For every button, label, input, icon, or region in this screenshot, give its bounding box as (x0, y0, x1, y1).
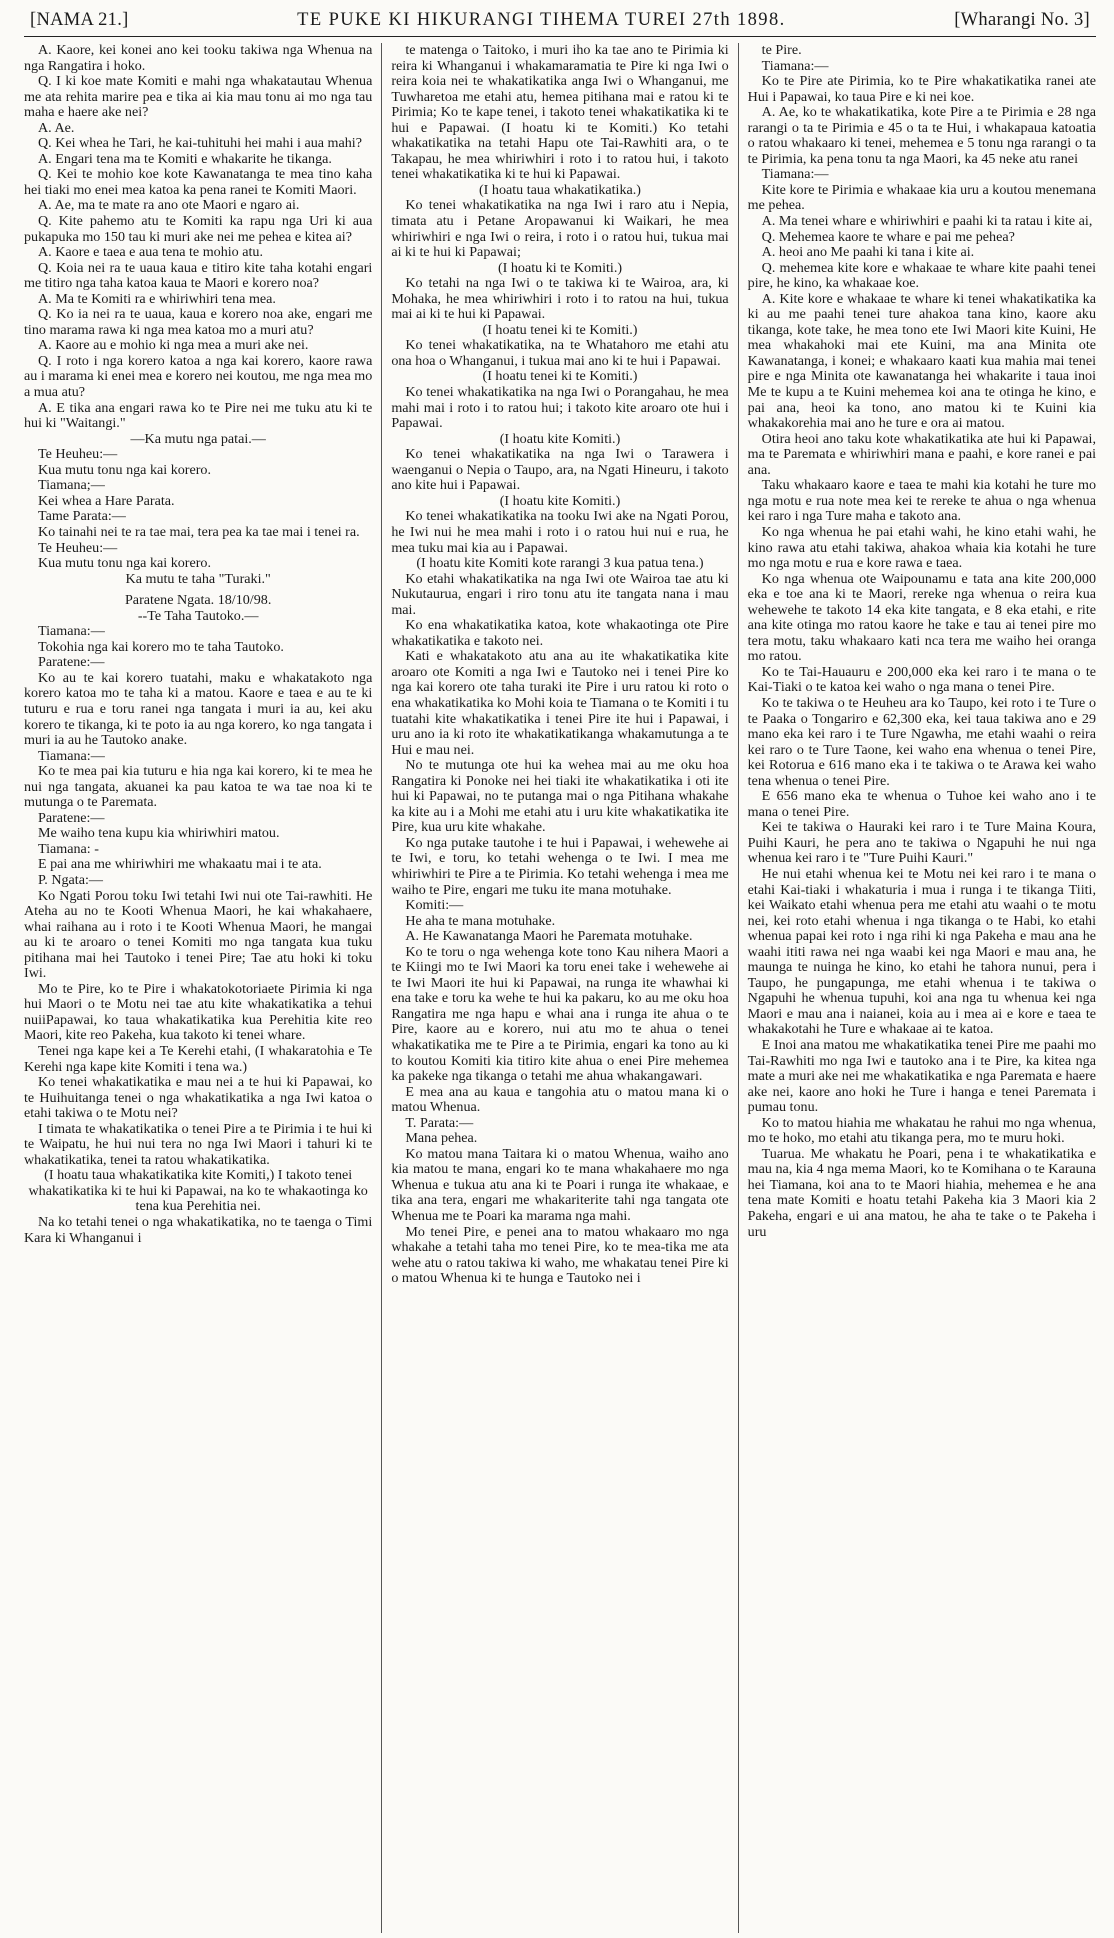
paragraph: Paratene:— (38, 654, 105, 671)
paragraph: Ko tetahi na nga Iwi o te takiwa ki te Wairoa, ara, ki Mohaka, he mea whiriwhiri i roto i to ratou na hui, tukua mai ai ki te hui ki Papawai. (391, 275, 729, 323)
paragraph: Ko matou mana Taitara ki o matou Whenua, waiho ano kia matou te mana, engari ko te mana whakahaere mo nga Whenua e tukua atu ana ki te Poari i runga ite whakaae, e tika ana tera, engari me whakariterite tahi nga tangata ote Whenua me te Poari ka marama nga mahi. (391, 1145, 729, 1225)
paragraph: Q. Kei te mohio koe kote Kawanatanga te mea tino kaha hei tiaki mo enei mea katoa ka pena ranei te Komiti Maori. (24, 166, 373, 198)
paragraph: Paratene Ngata. 18/10/98. (124, 592, 272, 609)
paragraph: Ko etahi whakatikatika na nga Iwi ote Wairoa tae atu ki Nukutaurua, engari i riro tonu atu ite tangata nana i mau mai. (391, 570, 729, 618)
paragraph: Ko tenei whakatikatika na tooku Iwi ake na Ngati Porou, he Iwi nui he mea mahi i roto i o ratou hui nui e rua, he mea tuku mai kia au i Papawai. (391, 508, 729, 556)
paragraph: Ko te mea pai kia tuturu e hia nga kai korero, ki te mea he nui nga tangata, akuanei ka pau katoa te wa tae noa ki te mutunga o te Paremata. (24, 763, 373, 811)
paragraph: te Pire. (761, 43, 802, 58)
paragraph: Ko te Pire ate Pirimia, ko te Pire whakatikatika ranei ate Hui i Papawai, ko taua Pire e ki nei koe. (747, 73, 1096, 105)
paragraph: A. Ma te Komiti ra e whiriwhiri tena mea. (38, 290, 276, 307)
paragraph: Tokohia nga kai korero mo te taha Tautoko. (38, 638, 284, 655)
paragraph: (I hoatu kite Komiti.) (499, 430, 621, 447)
paragraph: Ko tenei whakatikatika, na te Whatahoro me etahi atu ona hoa o Whanganui, i tukua mai ano ki te hui i Papawai. (391, 337, 729, 369)
paragraph: Q. Ko ia nei ra te uaua, kaua e korero noa ake, engari me tino marama rawa ki nga mea katoa mo a muri atu? (24, 306, 373, 338)
paragraph: Komiti:— (405, 897, 464, 914)
paragraph: Tiamana:— (38, 623, 105, 640)
paragraph: Ko te toru o nga wehenga kote tono Kau nihera Maori a te Kiingi mo te Iwi Maori ka toru enei take i wehewehe ai te Iwi Maori ite hui ki Papawai, na runga ite whawhai ki ena take e toru ka wehe te hui ka pakaru, ko au me oku hoa Rangatira me nga hapu e whai ana i runga ite ahua o te Pire, kaore au e korero, nui atu mo te ahua o tenei whakatikatika me te Pire a te Pirimia, engari ka tono au ki to koutou Komiti kia titiro kite ahua o enei Pire mehemea ka pakeke nga tikanga o tetahi me ahua whakangawari. (391, 943, 729, 1085)
paragraph: Kua mutu tonu nga kai korero. (38, 461, 211, 478)
paragraph: Te Heuheu:— (38, 539, 118, 556)
paragraph: Ko to matou hiahia me whakatau he rahui mo nga whenua, mo te hoko, mo etahi atu tikanga pera, mo te muru hoki. (747, 1114, 1096, 1147)
paragraph: --Te Taha Tautoko.— (137, 607, 259, 624)
paragraph: (I hoatu tenei ki te Komiti.) (482, 368, 638, 385)
paragraph: E mea ana au kaua e tangohia atu o matou mana ki o matou Whenua. (391, 1083, 729, 1116)
paragraph: A. Kaore, kei konei ano kei tooku takiwa nga Whenua na nga Rangatira i hoko. (24, 43, 373, 74)
paragraph: Tenei nga kape kei a Te Kerehi etahi, (I whakaratohia e Te Kerehi nga kape kite Komiti i tena wa.) (24, 1043, 373, 1075)
page-number: [Wharangi No. 3] (954, 10, 1090, 30)
paragraph: Ka mutu te taha "Turaki." (125, 570, 271, 587)
paragraph: A. Ae, ko te whakatikatika, kote Pire a te Pirimia e 28 nga rarangi o ta te Pirimia e 45 o ta te Hui, i whakapaua katoatia o ratou whakaaro ki tenei, mehemea e 5 tonu nga rarangi o ta te Pirimia, ka pena tonu ta nga Maori, ka 45 neke atu ranei (747, 104, 1096, 167)
paragraph: He aha te mana motuhake. (405, 912, 556, 929)
paragraph: Mo te Pire, ko te Pire i whakatokotoriaete Pirimia ki nga hui Maori o te Motu nei tae atu kite whakatikatika a tehui nuiiPapawai, ko taua whakatikatika kua Perehitia kite reo Maori, kite reo Pakeha, kua takoto ki tenei whare. (24, 980, 373, 1044)
paragraph: Kite kore te Pirimia e whakaae kia uru a koutou menemana me pehea. (747, 181, 1096, 214)
paragraph: (I hoatu taua whakatikatika kite Komiti,) I takoto tenei whakatikatika ki te hui ki Papawai, na ko te whakaotinga ko tena kua Perehitia nei. (28, 1167, 368, 1215)
paragraph: E 656 mano eka te whenua o Tuhoe kei waho ano i te mana o tenei Pire. (747, 788, 1096, 820)
paragraph: Kua mutu tonu nga kai korero. (38, 555, 211, 572)
column-3 (739, 43, 1096, 1933)
paragraph: Kati e whakatakoto atu ana au ite whakatikatika kite aroaro ote Komiti a nga Iwi e Tautoko nei i tenei Pire ko nga kai korero ote taha turaki ite Pire i uru ratou ki roto o ena whakatikatika ko Mohi koia te Tiamana o te Komiti i tu tuatahi kite whakatikatika i tenei Pire ite hui i Papawai, i uru ano ia ki roto ite whakatikatikanga whakamutunga a te Hui e mau nei. (391, 648, 729, 758)
paragraph: te matenga o Taitoko, i muri iho ka tae ano te Pirimia ki reira ki Whanganui i whakamaramatia te Pire ki nga Iwi o reira koia nei te whakatikatika anga Iwi o Whanganui, me Tuwharetoa me etahi atu, hemea pitihana mai e ratou ki te Pirimia; Ko te kape tenei, i takoto tenei whakatikatika ki te hui e Papawai. (I hoatu ki te Komiti.) Ko tetahi whakatikatika na tetahi Hapu ote Tai-Rawhiti ara, o te Takapau, he mea whiriwhiri i roto i to ratou hui, i takoto tenei whakatikatika ki te hui ki Papawai. (391, 43, 729, 183)
column-2 (381, 43, 738, 1933)
paragraph: (I hoatu ki te Komiti.) (497, 259, 623, 276)
paragraph: Paratene:— (38, 809, 105, 826)
paragraph: Ko tenei whakatikatika e mau nei a te hui ki Papawai, ko te Huihuitanga tenei o nga whakatikatika a nga Iwi katoa o etahi takiwa o te Motu nei? (24, 1074, 373, 1122)
paragraph: A. E tika ana engari rawa ko te Pire nei me tuku atu ki te hui ki "Waitangi." (24, 399, 373, 432)
paragraph: Me waiho tena kupu kia whiriwhiri matou. (38, 825, 280, 842)
paragraph: Kei whea a Hare Parata. (38, 492, 175, 509)
paragraph: Ko Ngati Porou toku Iwi tetahi Iwi nui ote Tai-rawhiti. He Ateha au no te Kooti Whenua Maori, he kai whakahaere, whai raihana au i roto i te Kooti Whenua Maori, he mangai au ki te aroaro o tenei Komiti mo nga tangata kua tuku pitihana mai hei Tautoko i tenei Pire; Tae atu hoki ki toku Iwi. (24, 887, 373, 982)
paragraph: Ko tenei whakatikatika na nga Iwi o Porangahau, he mea mahi mai i roto i to ratou hui; i takoto kite aroaro ote hui i Papawai. (391, 384, 729, 432)
paragraph: Te Heuheu:— (38, 446, 118, 463)
paragraph: Tiamana:— (761, 57, 829, 74)
paragraph: Ko nga whenua ote Waipounamu e tata ana kite 200,000 eka e toe ana ki te Maori, rereke nga whenua o reira kua wehewehe te takoto 14 eka kite tangata, e 8 eka etahi, e rite ana kite otinga mo ratou kaore he take e tau ai tenei pire mo tera motu, taku whakaaro kati nca tera me waiho hei oranga mo ratou. (747, 570, 1096, 665)
paragraph: Q. I roto i nga korero katoa a nga kai korero, kaore rawa au i marama ki enei mea e korero nei koutou, me nga mea mo a mua atu? (24, 352, 373, 401)
paragraph: Taku whakaaro kaore e taea te mahi kia kotahi he ture mo nga motu e rua note mea kei te rereke te ahua o nga whenua kei raro i nga Ture maha e takoto ana. (747, 477, 1096, 525)
paragraph: He nui etahi whenua kei te Motu nei kei raro i te mana o etahi Kai-tiaki i whakaturia i mua i runga i te tikanga Tiiti, kei Waikato etahi whenua pera me etahi atu waahi o te motu nei, kei roto etahi whenua i nga tikanga o te Habi, ko etahi whenua papai kei roto i nga rihi ki nga Pakeha e mau ana he waahi ititi rawa nei nga waabi kei nga Maori e mau ana, he maunga te nuinga he kino, ko etahi he tahora nunui, pera i Taupo, he pungapunga, me etahi whenua i te takiwa o Ngapuhi he whenua tupuhi, koi ana nga tu whenua kei nga Maori e mau ana i naianei, koia au i mea ai e kore e taea te whakakotahi he Ture e whakaae ai te katoa. (747, 865, 1096, 1038)
paragraph: No te mutunga ote hui ka wehea mai au me oku hoa Rangatira ki Ponoke nei hei tiaki ite whakatikatika i oti ite hui ki Papawai, no te putanga mai o nga Pitihana whakahe ka kite au i a Mohi me etahi atu i uru kite whakatikatika ite Pire, kua uru kite whakahe. (391, 757, 729, 836)
paragraph: Ko au te kai korero tuatahi, maku e whakatakoto nga korero katoa mo te taha ki a matou. Kaore e taea e au te ki tuturu e rua e toru ranei nga tangata i muri ia au, kei aku korero te tikanga, ki te poto ia au nga korero, ko nga tangata i muri ia au he Tautoko anake. (24, 669, 373, 749)
paragraph: Q. I ki koe mate Komiti e mahi nga whakatautau Whenua me ata rehita marire pea e tika ai kia mau tonu ai mo nga tau maha e haere ake nei? (24, 73, 373, 121)
paragraph: A. Engari tena ma te Komiti e whakarite he tikanga. (38, 150, 332, 167)
paragraph: Otira heoi ano taku kote whakatikatika ate hui ki Papawai, ma te Paremata e whiriwhiri mana e paahi, e kore ranei e pai ana. (747, 430, 1096, 478)
paragraph: A. Kaore au e mohio ki nga mea a muri ake nei. (38, 337, 309, 354)
paragraph: Ko nga putake tautohe i te hui i Papawai, i wehewehe ai te Iwi, e toru, ko tetahi wehenga o te Iwi. I mea me whiriwhiri te Pire a te Pirimia. Ko tetahi wehenga i mea me waiho te Pire, engari me tuku ite mana motuhake. (391, 834, 729, 898)
paragraph: A. Kaore e taea e aua tena te mohio atu. (38, 244, 263, 261)
issue-number: [NAMA 21.] (30, 10, 129, 30)
paragraph: Mo tenei Pire, e penei ana to matou whakaaro mo nga whakahe a tetahi taha mo tenei Pire, ko te mea-tika me ata wehe atu o ratou takiwa ki waho, me whakatau tenei Pire ki o matou Whenua ki te hunga e Tautoko nei i (391, 1223, 729, 1287)
paragraph: A. Ae, ma te mate ra ano ote Maori e ngaro ai. (38, 197, 300, 214)
paragraph: Ko te takiwa o te Heuheu ara ko Taupo, kei roto i te Ture o te Paaka o Tongariro e 62,300 eka, kei taua takiwa ano e 29 mano eka kei raro i te Ture Ngawha, me etahi waahi o reira kei raro o te Ture Taone, kei waho ena whenua o tenei Pire, kei Rotorua e 616 mano eka i te takiwa o te Arawa kei waho tena whenua o tenei Pire. (747, 694, 1096, 789)
paragraph: E pai ana me whiriwhiri me whakaatu mai i te ata. (38, 856, 322, 873)
paragraph: Ko tainahi nei te ra tae mai, tera pea ka tae mai i tenei ra. (38, 523, 360, 540)
paragraph: I timata te whakatikatika o tenei Pire a te Pirimia i te hui ki te Waipatu, he hui nui tera no nga Iwi Maori i tahuri ki te whakatikatika, tenei ta ratou whakatikatika. (24, 1120, 373, 1168)
paragraph: Tiamana: - (38, 840, 99, 857)
paragraph: (I hoatu taua whakatikatika.) (478, 181, 641, 198)
paragraph: Na ko tetahi tenei o nga whakatikatika, no te taenga o Timi Kara ki Whanganui i (24, 1214, 373, 1246)
paragraph: A. Ma tenei whare e whiriwhiri e paahi ki ta ratau i kite ai, (761, 213, 1093, 230)
paragraph: Tiamana:— (38, 747, 105, 764)
paragraph: Mana pehea. (405, 1130, 478, 1147)
paragraph: Q. mehemea kite kore e whakaae te whare kite paahi tenei pire, he kino, ka whakaae koe. (747, 259, 1096, 292)
paragraph: Q. Kite pahemo atu te Komiti ka rapu nga Uri ki aua pukapuka mo 150 tau ki muri ake nei me pehea e kitea ai? (24, 213, 373, 245)
paragraph: Tuarua. Me whakatu he Poari, pena i te whakatikatika e mau na, kia 4 nga mema Maori, ko te Komihana o te Karauna hei Tiamana, koi ana to te Maori hiahia, mehemea e he ana tena mate Komiti e hoatu tetahi Pakeha kia 3 Maori kia 2 Pakeha, engari e ui ana matou, he aha te take o te Pakeha i uru (747, 1145, 1096, 1240)
paragraph: A. heoi ano Me paahi ki tana i kite ai. (761, 244, 975, 261)
column-1 (24, 43, 381, 1933)
paragraph: Ko ena whakatikatika katoa, kote whakaotinga ote Pire whakatikatika e takoto nei. (391, 617, 729, 649)
paragraph: Q. Kei whea he Tari, he kai-tuhituhi hei mahi i aua mahi? (38, 135, 362, 152)
paragraph: Ko te Tai-Hauauru e 200,000 eka kei raro i te mana o te Kai-Tiaki o te katoa kei waho o nga mana o tenei Pire. (747, 663, 1096, 696)
paragraph: A. Ae. (38, 119, 75, 136)
paragraph: Q. Koia nei ra te uaua kaua e titiro kite taha kotahi engari me titiro nga taha katoa kaua te Maori e korero noa? (24, 259, 373, 292)
paragraph: A. He Kawanatanga Maori he Paremata motuhake. (405, 928, 693, 945)
paragraph: (I hoatu kite Komiti kote rarangi 3 kua patua tena.) (416, 555, 704, 572)
newspaper-title: TE PUKE KI HIKURANGI TIHEMA TUREI 27th 1898. (297, 10, 786, 30)
paragraph: Q. Mehemea kaore te whare e pai me pehea? (761, 228, 1015, 245)
paragraph: T. Parata:— (405, 1114, 474, 1131)
paragraph: —Ka mutu nga patai.— (130, 430, 266, 447)
paragraph: E Inoi ana matou me whakatikatika tenei Pire me paahi mo Tai-Rawhiti mo nga Iwi e tautoko ana i te Pire, ka kitea nga mate a muri ake nei me whakatikatika e nga Paremata e haere ake nei, kaore ano hoki he Ture i hanga e tenei Paremata i pumau tonu. (747, 1037, 1096, 1116)
paragraph: P. Ngata:— (38, 871, 103, 888)
masthead (24, 10, 1096, 37)
article-columns (24, 43, 1096, 1933)
paragraph: (I hoatu kite Komiti.) (499, 492, 621, 509)
paragraph: Ko tenei whakatikatika na nga Iwi o Tarawera i waenganui o Nepia o Taupo, ara, na Ngati Hineuru, i takoto ano kite hui i Papawai. (391, 446, 729, 494)
paragraph: (I hoatu tenei ki te Komiti.) (482, 321, 638, 338)
paragraph: Ko nga whenua he pai etahi wahi, he kino etahi wahi, he kino rawa atu etahi takiwa, ahakoa whaia kia kotahi he ture mo nga motu e rua e kore rawa e taea. (747, 523, 1096, 572)
paragraph: Tiamana:— (761, 166, 829, 183)
paragraph: Tame Parata:— (38, 508, 126, 525)
paragraph: A. Kite kore e whakaae te whare ki tenei whakatikatika ka ki au me paahi tenei ture ahakoa tana kino, kaore aku tikanga, kote take, he mea tono ete Iwi Maori kite Kuini, He mea whakahoki mai ete Kuini, ma ana Minita ote Kawanatanga, i konei; e whakaaro kaati kua mahia mai tenei pire e nga Minita ote kawanatanga hei whakarite i taua inoi Me te kupu a te Kuini mehemea koi ana te otinga he kino, e pai ana, heoi ka tono, ano matou ki te Kuini kia whakakorehia mai ano he ture e ora ai matou. (747, 290, 1096, 432)
paragraph: Ko tenei whakatikatika na nga Iwi i raro atu i Nepia, timata atu i Petane Aropawanui ki Waikari, he mea whiriwhiri e nga Iwi o reira, i roto i o ratou hui, tukua mai ai ki te hui ki Papawai; (391, 197, 729, 261)
paragraph: Kei te takiwa o Hauraki kei raro i te Ture Maina Koura, Puihi Kauri, he pera ano te takiwa o Ngapuhi he nui nga whenua kei raro i te "Ture Puihi Kauri." (747, 819, 1096, 867)
paragraph: Tiamana;— (38, 477, 105, 494)
